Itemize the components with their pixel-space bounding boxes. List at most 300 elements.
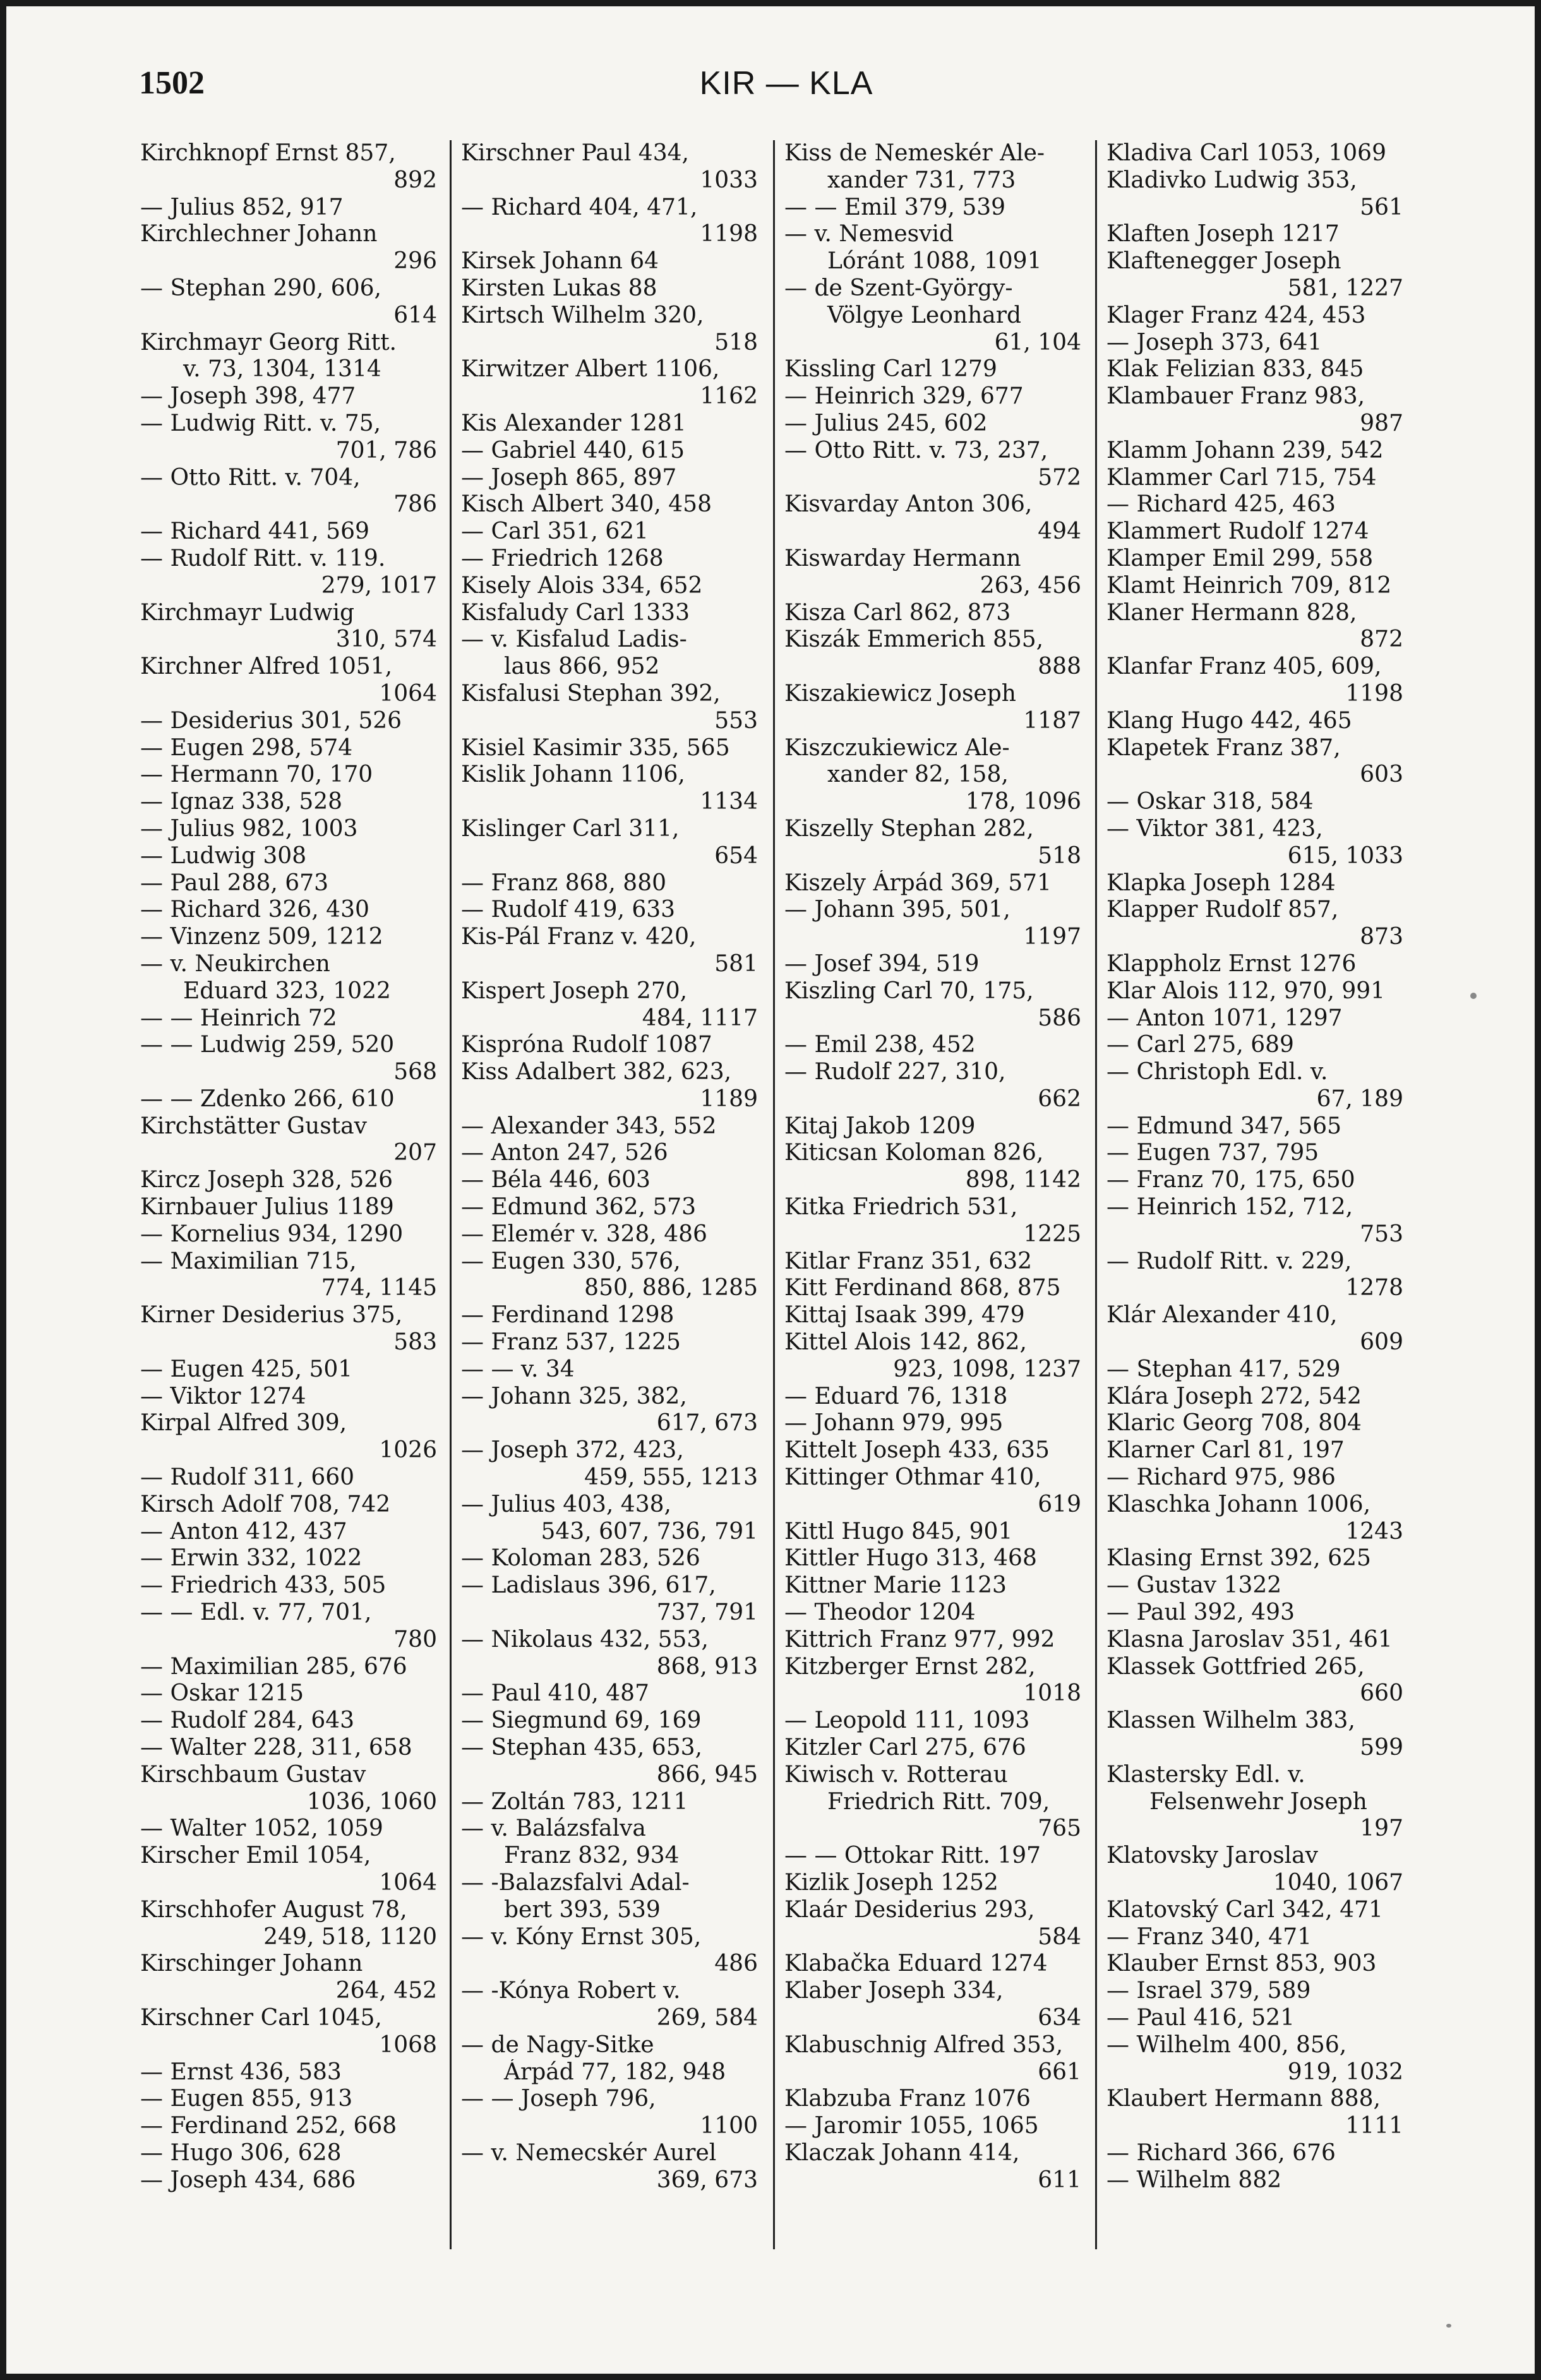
print-smudge — [1470, 993, 1477, 999]
index-entry: — Wilhelm 882 — [1106, 2167, 1282, 2193]
index-entry: 660 — [1360, 1680, 1403, 1707]
index-entry: — Rudolf Ritt. v. 229, — [1106, 1248, 1352, 1274]
index-entry: — Julius 982, 1003 — [140, 815, 358, 842]
index-entry: 296 — [393, 248, 437, 275]
index-entry: — Anton 247, 526 — [461, 1140, 668, 1166]
index-entry: Klaftenegger Joseph — [1106, 248, 1341, 275]
index-entry: 1040, 1067 — [1273, 1870, 1403, 1896]
index-entry: Kisely Alois 334, 652 — [461, 572, 703, 599]
index-entry: Kittrich Franz 977, 992 — [784, 1626, 1055, 1653]
index-entry: Kirschner Carl 1045, — [140, 2004, 382, 2031]
index-entry: 553 — [714, 707, 758, 734]
index-entry: 1036, 1060 — [306, 1788, 437, 1815]
index-entry: Kittelt Joseph 433, 635 — [784, 1437, 1050, 1464]
index-entry: 518 — [714, 329, 758, 356]
index-entry: Kiszling Carl 70, 175, — [784, 978, 1034, 1004]
index-entry: Kitt Ferdinand 868, 875 — [784, 1275, 1061, 1301]
index-entry: — Johann 395, 501, — [784, 897, 1010, 923]
index-entry: — Stephan 417, 529 — [1106, 1356, 1341, 1382]
index-entry: 1134 — [700, 789, 758, 815]
index-entry: Kittel Alois 142, 862, — [784, 1329, 1027, 1356]
index-entry: 279, 1017 — [321, 572, 437, 599]
index-entry: 898, 1142 — [965, 1167, 1081, 1193]
index-entry: — Anton 412, 437 — [140, 1518, 347, 1545]
index-entry: 892 — [393, 167, 437, 193]
index-entry: 484, 1117 — [642, 1005, 758, 1031]
index-entry: — v. Kóny Ernst 305, — [461, 1923, 702, 1950]
index-entry: — Joseph 372, 423, — [461, 1437, 684, 1464]
index-entry: 61, 104 — [994, 329, 1081, 356]
index-entry: — Richard 366, 676 — [1106, 2139, 1336, 2166]
index-entry: Klapper Rudolf 857, — [1106, 897, 1339, 923]
index-entry: — Walter 1052, 1059 — [140, 1815, 383, 1842]
index-entry: Kittaj Isaak 399, 479 — [784, 1302, 1025, 1329]
index-entry: Kiszák Emmerich 855, — [784, 626, 1044, 653]
index-entry: Eduard 323, 1022 — [183, 978, 391, 1004]
index-entry: — Richard 425, 463 — [1106, 491, 1336, 518]
index-columns — [140, 140, 1429, 2363]
index-entry: — v. Balázsfalva — [461, 1815, 646, 1842]
index-entry: Klarner Carl 81, 197 — [1106, 1437, 1345, 1464]
index-entry: Kislik Johann 1106, — [461, 762, 685, 788]
index-entry: Klammer Carl 715, 754 — [1106, 464, 1377, 491]
index-entry: Klasing Ernst 392, 625 — [1106, 1545, 1371, 1572]
index-entry: Klamt Heinrich 709, 812 — [1106, 572, 1392, 599]
index-entry: Kitka Friedrich 531, — [784, 1194, 1018, 1221]
index-entry: Kiszakiewicz Joseph — [784, 680, 1016, 707]
index-entry: Kircz Joseph 328, 526 — [140, 1167, 393, 1193]
index-entry: — — v. 34 — [461, 1356, 575, 1382]
index-entry: — Eugen 425, 501 — [140, 1356, 353, 1382]
index-entry: — Friedrich 433, 505 — [140, 1572, 387, 1599]
index-entry: 1162 — [700, 383, 758, 410]
index-entry: — Richard 975, 986 — [1106, 1464, 1336, 1491]
index-entry: Klauber Ernst 853, 903 — [1106, 1951, 1377, 1977]
index-entry: Kitzler Carl 275, 676 — [784, 1735, 1026, 1761]
index-entry: — Paul 410, 487 — [461, 1680, 649, 1707]
index-entry: 661 — [1038, 2059, 1081, 2085]
index-entry: — Carl 275, 689 — [1106, 1032, 1294, 1058]
index-entry: — Paul 392, 493 — [1106, 1600, 1295, 1626]
index-entry: Kislinger Carl 311, — [461, 815, 680, 842]
index-entry: — Rudolf Ritt. v. 119. — [140, 545, 386, 571]
index-entry: 1111 — [1345, 2113, 1403, 2139]
index-entry: Klaber Joseph 334, — [784, 1978, 1004, 2004]
index-entry: Kizlik Joseph 1252 — [784, 1870, 998, 1896]
index-entry: Klabuschnig Alfred 353, — [784, 2031, 1064, 2058]
index-entry: Kirpal Alfred 309, — [140, 1410, 347, 1437]
index-entry: 701, 786 — [335, 437, 437, 463]
index-entry: 249, 518, 1120 — [263, 1923, 437, 1950]
index-entry: — Leopold 111, 1093 — [784, 1707, 1030, 1734]
index-entry: Kirschbaum Gustav — [140, 1761, 366, 1788]
index-entry: 872 — [1360, 626, 1403, 653]
index-entry: — v. Nemesvid — [784, 221, 954, 248]
index-entry: Kiticsan Koloman 826, — [784, 1140, 1044, 1166]
index-entry: 1018 — [1023, 1680, 1081, 1707]
index-entry: 581, 1227 — [1287, 275, 1403, 301]
index-entry: 581 — [714, 950, 758, 977]
index-entry: 617, 673 — [656, 1410, 758, 1437]
index-entry: — Hugo 306, 628 — [140, 2139, 342, 2166]
index-entry: Kirschinger Johann — [140, 1951, 363, 1977]
index-entry: 615, 1033 — [1287, 842, 1403, 869]
index-entry: Kirsch Adolf 708, 742 — [140, 1491, 391, 1517]
index-entry: — Emil 238, 452 — [784, 1032, 976, 1058]
index-entry: 737, 791 — [656, 1600, 758, 1626]
index-entry: Kladiva Carl 1053, 1069 — [1106, 140, 1386, 166]
index-entry: — — Ottokar Ritt. 197 — [784, 1843, 1041, 1869]
index-entry: Klabzuba Franz 1076 — [784, 2086, 1031, 2112]
index-entry: — Vinzenz 509, 1212 — [140, 924, 383, 950]
index-entry: Felsenwehr Joseph — [1149, 1788, 1367, 1815]
index-entry: Kirchstätter Gustav — [140, 1113, 367, 1139]
index-entry: 850, 886, 1285 — [584, 1275, 758, 1301]
index-entry: — Béla 446, 603 — [461, 1167, 651, 1193]
index-entry: 264, 452 — [335, 1978, 437, 2004]
column-divider — [773, 140, 775, 2249]
index-entry: 1064 — [379, 1870, 437, 1896]
index-entry: Kispert Joseph 270, — [461, 978, 688, 1004]
index-entry: — Zoltán 783, 1211 — [461, 1788, 688, 1815]
index-entry: Klaner Hermann 828, — [1106, 599, 1357, 626]
index-entry: — Ignaz 338, 528 — [140, 789, 343, 815]
index-entry: — Julius 245, 602 — [784, 410, 988, 436]
index-entry: — Otto Ritt. v. 73, 237, — [784, 437, 1048, 463]
index-entry: 310, 574 — [335, 626, 437, 653]
index-entry: — — Zdenko 266, 610 — [140, 1085, 395, 1112]
index-entry: — Richard 404, 471, — [461, 194, 698, 220]
index-entry: Kittl Hugo 845, 901 — [784, 1518, 1013, 1545]
index-entry: — Eduard 76, 1318 — [784, 1383, 1008, 1409]
index-entry: Klaric Georg 708, 804 — [1106, 1410, 1362, 1437]
index-entry: 868, 913 — [656, 1653, 758, 1680]
index-entry: 1026 — [379, 1437, 437, 1464]
index-entry: 1198 — [1345, 680, 1403, 707]
index-entry: 1189 — [700, 1085, 758, 1112]
index-entry: — Erwin 332, 1022 — [140, 1545, 363, 1572]
index-column-3 — [784, 140, 1081, 2363]
index-entry: — Richard 441, 569 — [140, 518, 369, 545]
index-entry: Völgye Leonhard — [827, 302, 1021, 328]
index-entry: Klassek Gottfried 265, — [1106, 1653, 1365, 1680]
index-entry: Kirnbauer Julius 1189 — [140, 1194, 394, 1221]
index-entry: Kirwitzer Albert 1106, — [461, 356, 720, 383]
index-entry: 774, 1145 — [321, 1275, 437, 1301]
index-entry: — Koloman 283, 526 — [461, 1545, 700, 1572]
index-entry: 654 — [714, 842, 758, 869]
index-entry: — Ludwig 308 — [140, 842, 307, 869]
index-entry: — — Edl. v. 77, 701, — [140, 1600, 372, 1626]
index-entry: Kis Alexander 1281 — [461, 410, 687, 436]
index-entry: — Nikolaus 432, 553, — [461, 1626, 709, 1653]
index-entry: Kittner Marie 1123 — [784, 1572, 1007, 1599]
index-entry: Klapetek Franz 387, — [1106, 734, 1341, 761]
index-entry: Klang Hugo 442, 465 — [1106, 707, 1352, 734]
index-entry: 786 — [393, 491, 437, 518]
index-column-2 — [461, 140, 758, 2363]
index-entry: 518 — [1038, 842, 1081, 869]
index-entry: Kisfaludy Carl 1333 — [461, 599, 690, 626]
index-entry: — Eugen 330, 576, — [461, 1248, 681, 1274]
index-entry: Klasna Jaroslav 351, 461 — [1106, 1626, 1393, 1653]
index-entry: — Walter 228, 311, 658 — [140, 1735, 412, 1761]
index-entry: — Kornelius 934, 1290 — [140, 1221, 404, 1247]
index-entry: Klambauer Franz 983, — [1106, 383, 1365, 410]
index-entry: Kirchlechner Johann — [140, 221, 378, 248]
index-entry: Klabačka Eduard 1274 — [784, 1951, 1048, 1977]
index-entry: Kitaj Jakob 1209 — [784, 1113, 976, 1139]
index-entry: 753 — [1360, 1221, 1403, 1247]
index-entry: Klaubert Hermann 888, — [1106, 2086, 1381, 2112]
index-entry: 584 — [1038, 1923, 1081, 1950]
index-entry: Kisfalusi Stephan 392, — [461, 680, 721, 707]
index-entry: Klager Franz 424, 453 — [1106, 302, 1366, 328]
index-entry: Kiszczukiewicz Ale- — [784, 734, 1010, 761]
index-entry: Kladivko Ludwig 353, — [1106, 167, 1357, 193]
index-entry: — Desiderius 301, 526 — [140, 707, 402, 734]
index-entry: Klamm Johann 239, 542 — [1106, 437, 1384, 463]
index-entry: — Rudolf 284, 643 — [140, 1707, 355, 1734]
index-entry: — Franz 70, 175, 650 — [1106, 1167, 1355, 1193]
index-entry: 568 — [393, 1059, 437, 1085]
index-entry: Kiss Adalbert 382, 623, — [461, 1059, 732, 1085]
index-entry: — Ludwig Ritt. v. 75, — [140, 410, 381, 436]
index-entry: — Eugen 855, 913 — [140, 2086, 353, 2112]
index-entry: Klaczak Johann 414, — [784, 2139, 1020, 2166]
index-entry: 611 — [1038, 2167, 1081, 2193]
index-entry: Kirner Desiderius 375, — [140, 1302, 403, 1329]
index-entry: — Rudolf 419, 633 — [461, 897, 676, 923]
index-entry: — Israel 379, 589 — [1106, 1978, 1311, 2004]
index-entry: — -Balazsfalvi Adal- — [461, 1870, 690, 1896]
index-entry: 561 — [1360, 194, 1403, 220]
index-entry: Kisza Carl 862, 873 — [784, 599, 1011, 626]
index-entry: 619 — [1038, 1491, 1081, 1517]
index-entry: Kitlar Franz 351, 632 — [784, 1248, 1033, 1274]
index-entry: Kiszelly Stephan 282, — [784, 815, 1034, 842]
index-entry: Kirchmayr Ludwig — [140, 599, 355, 626]
index-entry: Klassen Wilhelm 383, — [1106, 1707, 1355, 1734]
index-entry: Klár Alexander 410, — [1106, 1302, 1338, 1329]
index-entry: — Wilhelm 400, 856, — [1106, 2031, 1347, 2058]
index-entry: Lóránt 1088, 1091 — [827, 248, 1042, 275]
column-divider — [1095, 140, 1097, 2249]
index-entry: Kirscher Emil 1054, — [140, 1843, 371, 1869]
index-entry: Kirchner Alfred 1051, — [140, 654, 393, 680]
index-entry: — Rudolf 311, 660 — [140, 1464, 355, 1491]
index-entry: Klaschka Johann 1006, — [1106, 1491, 1371, 1517]
index-entry: Klaár Desiderius 293, — [784, 1896, 1035, 1923]
index-entry: 1187 — [1023, 707, 1081, 734]
index-entry: — Paul 288, 673 — [140, 870, 328, 896]
index-entry: 780 — [393, 1626, 437, 1653]
index-entry: Kiszely Árpád 369, 571 — [784, 870, 1052, 896]
index-entry: Kirsten Lukas 88 — [461, 275, 657, 301]
index-entry: — Stephan 290, 606, — [140, 275, 381, 301]
index-entry: — Gustav 1322 — [1106, 1572, 1282, 1599]
index-entry: — Christoph Edl. v. — [1106, 1059, 1328, 1085]
index-entry: — Ladislaus 396, 617, — [461, 1572, 716, 1599]
index-entry: Klatovský Carl 342, 471 — [1106, 1896, 1383, 1923]
index-entry: — Joseph 434, 686 — [140, 2167, 356, 2193]
index-entry: 586 — [1038, 1005, 1081, 1031]
index-entry: — Stephan 435, 653, — [461, 1735, 702, 1761]
index-entry: — Jaromir 1055, 1065 — [784, 2113, 1039, 2139]
index-entry: — Elemér v. 328, 486 — [461, 1221, 707, 1247]
index-entry: Klaften Joseph 1217 — [1106, 221, 1340, 248]
index-entry: Kiswarday Hermann — [784, 545, 1021, 571]
index-entry: — Julius 852, 917 — [140, 194, 344, 220]
index-entry: 207 — [393, 1140, 437, 1166]
index-entry: Klak Felizian 833, 845 — [1106, 356, 1364, 383]
print-smudge — [1446, 2324, 1451, 2328]
index-entry: 662 — [1038, 1085, 1081, 1112]
index-entry: Kirsek Johann 64 — [461, 248, 659, 275]
index-entry: 873 — [1360, 924, 1403, 950]
index-entry: — Oskar 318, 584 — [1106, 789, 1314, 815]
index-entry: 923, 1098, 1237 — [893, 1356, 1081, 1382]
index-entry: Klappholz Ernst 1276 — [1106, 950, 1357, 977]
index-entry: — — Joseph 796, — [461, 2086, 656, 2112]
index-entry: Klamper Emil 299, 558 — [1106, 545, 1374, 571]
index-entry: — Eugen 737, 795 — [1106, 1140, 1319, 1166]
index-entry: Klapka Joseph 1284 — [1106, 870, 1336, 896]
index-entry: 1100 — [700, 2113, 758, 2139]
index-entry: — Josef 394, 519 — [784, 950, 980, 977]
index-entry: — Paul 416, 521 — [1106, 2004, 1295, 2031]
index-entry: — Rudolf 227, 310, — [784, 1059, 1006, 1085]
index-entry: — Siegmund 69, 169 — [461, 1707, 702, 1734]
index-entry: 609 — [1360, 1329, 1403, 1356]
index-entry: 634 — [1038, 2004, 1081, 2031]
index-entry: Kittinger Othmar 410, — [784, 1464, 1041, 1491]
index-entry: — Alexander 343, 552 — [461, 1113, 717, 1139]
index-entry: — Friedrich 1268 — [461, 545, 664, 571]
index-entry: Klar Alois 112, 970, 991 — [1106, 978, 1386, 1004]
column-divider — [450, 140, 452, 2249]
index-entry: 1278 — [1345, 1275, 1403, 1301]
index-entry: — v. Neukirchen — [140, 950, 330, 977]
index-entry: 1068 — [379, 2031, 437, 2058]
index-entry: — Otto Ritt. v. 704, — [140, 464, 361, 491]
index-entry: — Hermann 70, 170 — [140, 762, 373, 788]
index-entry: Kirchknopf Ernst 857, — [140, 140, 396, 166]
index-entry: — Ferdinand 1298 — [461, 1302, 675, 1329]
index-entry: 67, 189 — [1316, 1085, 1403, 1112]
index-entry: — v. Kisfalud Ladis- — [461, 626, 687, 653]
index-entry: — Carl 351, 621 — [461, 518, 649, 545]
index-entry: Friedrich Ritt. 709, — [827, 1788, 1050, 1815]
index-entry: 866, 945 — [656, 1761, 758, 1788]
index-entry: — Julius 403, 438, — [461, 1491, 671, 1517]
index-entry: 888 — [1038, 654, 1081, 680]
directory-page — [6, 6, 1535, 2374]
index-entry: 1064 — [379, 680, 437, 707]
index-entry: Klastersky Edl. v. — [1106, 1761, 1305, 1788]
index-entry: 599 — [1360, 1735, 1403, 1761]
index-entry: — Edmund 347, 565 — [1106, 1113, 1342, 1139]
index-entry: — Theodor 1204 — [784, 1600, 976, 1626]
index-entry: — Gabriel 440, 615 — [461, 437, 685, 463]
index-entry: — Ferdinand 252, 668 — [140, 2113, 397, 2139]
index-entry: 583 — [393, 1329, 437, 1356]
index-entry: 572 — [1038, 464, 1081, 491]
index-column-1 — [140, 140, 437, 2363]
index-entry: 269, 584 — [656, 2004, 758, 2031]
index-entry: xander 82, 158, — [827, 762, 1009, 788]
index-entry: — — Ludwig 259, 520 — [140, 1032, 395, 1058]
index-entry: — Joseph 398, 477 — [140, 383, 356, 410]
index-entry: — -Kónya Robert v. — [461, 1978, 681, 2004]
index-entry: 1033 — [700, 167, 758, 193]
index-entry: 197 — [1360, 1815, 1403, 1842]
page-header — [139, 64, 1434, 109]
index-entry: Kisvarday Anton 306, — [784, 491, 1033, 518]
index-entry: — Anton 1071, 1297 — [1106, 1005, 1343, 1031]
index-entry: bert 393, 539 — [504, 1896, 661, 1923]
index-entry: — Franz 537, 1225 — [461, 1329, 681, 1356]
index-entry: 178, 1096 — [965, 789, 1081, 815]
index-entry: — Edmund 362, 573 — [461, 1194, 697, 1221]
index-entry: — Maximilian 715, — [140, 1248, 357, 1274]
index-entry: 1243 — [1345, 1518, 1403, 1545]
index-entry: Kis-Pál Franz v. 420, — [461, 924, 697, 950]
index-entry: Kisiel Kasimir 335, 565 — [461, 734, 730, 761]
index-entry: 1198 — [700, 221, 758, 248]
index-entry: Kiss de Nemeskér Ale- — [784, 140, 1045, 166]
index-entry: — Eugen 298, 574 — [140, 734, 353, 761]
index-entry: 494 — [1038, 518, 1081, 545]
index-entry: Kissling Carl 1279 — [784, 356, 997, 383]
index-entry: Kisch Albert 340, 458 — [461, 491, 712, 518]
index-column-4 — [1106, 140, 1403, 2363]
index-entry: 987 — [1360, 410, 1403, 436]
index-entry: — Johann 325, 382, — [461, 1383, 687, 1409]
index-entry: Kiwisch v. Rotterau — [784, 1761, 1008, 1788]
index-entry: — Franz 868, 880 — [461, 870, 667, 896]
index-entry: Klammert Rudolf 1274 — [1106, 518, 1369, 545]
index-entry: 369, 673 — [656, 2167, 758, 2193]
index-entry: Kirschner Paul 434, — [461, 140, 689, 166]
index-entry: 543, 607, 736, 791 — [541, 1518, 758, 1545]
index-entry: 603 — [1360, 762, 1403, 788]
index-entry: Franz 832, 934 — [504, 1843, 680, 1869]
index-entry: — Oskar 1215 — [140, 1680, 304, 1707]
index-entry: Kitzberger Ernst 282, — [784, 1653, 1036, 1680]
index-entry: — Heinrich 152, 712, — [1106, 1194, 1353, 1221]
index-entry: — Maximilian 285, 676 — [140, 1653, 407, 1680]
index-entry: — Joseph 373, 641 — [1106, 329, 1322, 356]
index-entry: — Viktor 381, 423, — [1106, 815, 1323, 842]
index-entry: Kisprόna Rudolf 1087 — [461, 1032, 712, 1058]
index-entry: 1197 — [1023, 924, 1081, 950]
index-entry: — Viktor 1274 — [140, 1383, 306, 1409]
index-entry: Árpád 77, 182, 948 — [504, 2059, 726, 2085]
index-entry: 614 — [393, 302, 437, 328]
index-entry: Kirchmayr Georg Ritt. — [140, 329, 397, 356]
index-entry: 459, 555, 1213 — [584, 1464, 758, 1491]
index-entry: — Ernst 436, 583 — [140, 2059, 342, 2085]
index-entry: Kirtsch Wilhelm 320, — [461, 302, 704, 328]
index-entry: v. 73, 1304, 1314 — [183, 356, 381, 383]
index-entry: — Heinrich 329, 677 — [784, 383, 1024, 410]
index-entry: Klanfar Franz 405, 609, — [1106, 654, 1382, 680]
index-entry: — Joseph 865, 897 — [461, 464, 677, 491]
index-entry: Kirschhofer August 78, — [140, 1896, 407, 1923]
index-entry: 1225 — [1023, 1221, 1081, 1247]
index-entry: 919, 1032 — [1287, 2059, 1403, 2085]
